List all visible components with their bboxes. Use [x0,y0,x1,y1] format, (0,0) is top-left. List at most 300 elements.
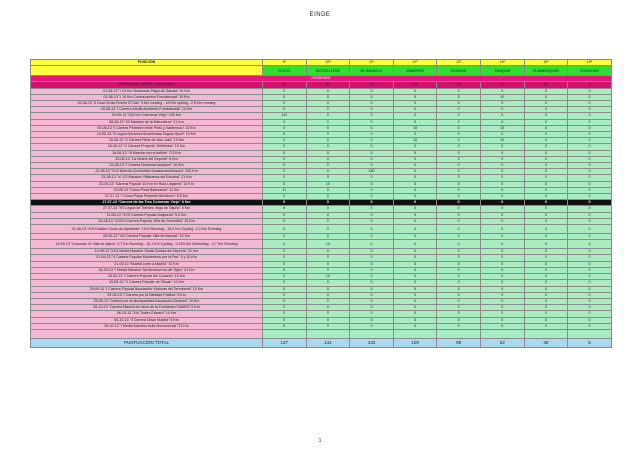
race-points: 0 [263,138,307,144]
race-points: 0 [437,144,481,150]
race-points: 0 [263,150,307,156]
race-points: 0 [263,156,307,162]
highlight-race-points: 0 [350,200,394,206]
race-points: 0 [393,113,437,119]
race-points: 0 [350,249,394,255]
total-value: 133 [350,338,394,347]
race-name: 31-08-13 "XXI Duatlon Cross de Alpedrete" 4 Km Running - 16,2 Km Cycling -2,3 Km Running [31,225,263,234]
race-points: 0 [263,305,307,311]
race-name: 21-09-13 "Madrid corre a Madrid" 10 Km [31,261,263,267]
race-points: 0 [393,181,437,187]
race-points: 0 [350,261,394,267]
race-points: 0 [306,286,350,292]
race-points: 0 [437,132,481,138]
race-points: 0 [568,234,612,240]
race-points: 0 [524,323,568,329]
race-points: 0 [306,101,350,107]
race-points: 0 [480,156,524,162]
race-points: 0 [306,292,350,298]
blank-cell [263,329,307,338]
race-name: 06-10-13 "I Media Maraton Avila Monumental" 21 Km [31,323,263,329]
race-points: 0 [568,206,612,212]
race-points: 0 [350,274,394,280]
race-points: 0 [568,292,612,298]
race-points: 0 [306,234,350,240]
race-points: 0 [524,125,568,131]
race-points: 0 [393,169,437,175]
race-name: 27-07-13 "XV Legua de Tielmes Vega de Tajuña" 5 Km [31,206,263,212]
team-name: OXIGENO [568,66,612,76]
race-points: 0 [437,125,481,131]
race-points: 0 [524,267,568,273]
race-name: 29-09-13 "I Carrera Popular Asociación Víctimas del Terrorismo" 10 Km [31,286,263,292]
race-points: 0 [480,286,524,292]
race-points: 0 [350,144,394,150]
total-value: 5 [568,338,612,347]
race-points: 0 [437,225,481,234]
race-points: 0 [437,163,481,169]
race-points: 0 [568,212,612,218]
race-points: 0 [306,125,350,131]
race-points: 0 [524,156,568,162]
total-value: 98 [437,338,481,347]
race-points: 0 [524,206,568,212]
race-points: 0 [568,144,612,150]
race-points: 0 [437,107,481,113]
race-name: 23-06-13 "XI 1/2 Maraton Villafranca del Escorial" 21 Km [31,175,263,181]
race-points: 0 [306,298,350,304]
race-points: 0 [437,175,481,181]
total-label: PUNTUACIÓN TOTAL [31,338,263,347]
race-points: 0 [306,255,350,261]
race-name: 25-08-13 "XXXVI Carrera Popular Villa de Cercedilla" 15 Km [31,218,263,224]
race-points: 0 [263,119,307,125]
race-points: 0 [350,286,394,292]
race-points: 0 [393,88,437,94]
blank-cell [437,329,481,338]
race-points: 0 [393,249,437,255]
total-row [31,338,612,347]
race-points: 0 [437,150,481,156]
race-points: 0 [480,144,524,150]
blank-cell [31,329,263,338]
race-points: 180 [350,169,394,175]
race-points: 0 [524,249,568,255]
race-points: 0 [480,113,524,119]
race-points: 0 [393,274,437,280]
race-points: 0 [393,323,437,329]
team-name: BOTELLITAS [306,66,350,76]
race-points: 0 [480,187,524,193]
race-points: 0 [480,181,524,187]
race-points: 0 [480,267,524,273]
race-points: 0 [480,101,524,107]
blank-cell [306,329,350,338]
race-points: 0 [263,175,307,181]
race-points: 0 [306,150,350,156]
subheader-value: 64 [306,82,350,88]
race-points: 0 [524,138,568,144]
race-points: 0 [437,194,481,200]
race-points: 0 [393,292,437,298]
race-points: 0 [350,240,394,249]
race-points: 0 [524,187,568,193]
race-name: 29-09-13 "Carrera por la discapacidad Asociación Dedines" 10 Km [31,298,263,304]
subheader-value: 17 [480,82,524,88]
race-points: 0 [263,163,307,169]
race-points: 0 [437,286,481,292]
race-points: 0 [393,194,437,200]
race-points: 0 [437,305,481,311]
race-name: 11-08-13 "XXX Carrera Popular Alalpardo" 5,5 Km [31,212,263,218]
race-name: 14-09-13 "XXX Media Maraton Santa Ciudad del Deporte" 21 Km [31,249,263,255]
subheader-value: 60 [524,82,568,88]
race-points: 0 [480,323,524,329]
race-points: 0 [480,274,524,280]
race-points: 0 [306,169,350,175]
race-points: 0 [306,225,350,234]
race-name: 28-09-13 "I Carrera Popular del Corazón" 10 Km [31,274,263,280]
section-label: ORIGENES [31,76,612,82]
position-cell: 16º [568,60,612,66]
race-points: 0 [480,169,524,175]
race-points: 0 [568,298,612,304]
highlight-race-points: 0 [306,200,350,206]
race-points: 0 [393,212,437,218]
race-points: 0 [437,317,481,323]
race-points: 0 [524,311,568,317]
race-points: 0 [350,212,394,218]
race-points: 0 [524,150,568,156]
race-name: 29-09-13 "I Carrera por la Sanidad Pública" 5 Km [31,292,263,298]
race-points: 0 [524,144,568,150]
race-name: 09-06-13 "100 Km Colmenar Viejo" 100 Km [31,113,263,119]
race-points: 0 [437,218,481,224]
race-points: 0 [480,88,524,94]
team-name: EL ABUELO [350,66,394,76]
race-points: 0 [263,274,307,280]
race-points: 0 [393,298,437,304]
race-points: 0 [568,175,612,181]
race-points: 0 [437,267,481,273]
race-points: 0 [480,255,524,261]
race-points: 10 [306,181,350,187]
race-points: 0 [306,267,350,273]
race-points: 2 [437,156,481,162]
race-points: 0 [568,101,612,107]
race-points: 5 [263,206,307,212]
race-points: 0 [437,311,481,317]
race-points: 10 [393,138,437,144]
race-points: 0 [306,280,350,286]
race-points: 0 [480,212,524,218]
race-points: 0 [480,292,524,298]
race-name: 27-07-13 "I Cross Playa Poniente Benidorm" 5,8 Km [31,194,263,200]
race-points: 0 [350,119,394,125]
race-points: 0 [393,107,437,113]
race-points: 0 [480,163,524,169]
race-points: 0 [568,280,612,286]
race-points: 0 [480,119,524,125]
team-name: GOIRAS [437,66,481,76]
team-name: TANQUE [480,66,524,76]
race-points: 0 [263,323,307,329]
race-points: 0 [306,119,350,125]
race-points: 0 [393,94,437,100]
race-points: 0 [568,286,612,292]
race-points: 0 [350,132,394,138]
race-name: 08-06-13 "I/2 Maratón de la Naturaleza" 21 Km [31,119,263,125]
race-points: 0 [568,267,612,273]
race-points: 0 [568,132,612,138]
highlight-race-points: 0 [524,200,568,206]
race-points: 0 [263,125,307,131]
race-points: 0 [568,88,612,94]
subheader-value: 56 [437,82,481,88]
race-points: 0 [437,298,481,304]
race-name: 01-06-13 "I 10 Km Nocturnos Playa de Gandia" 10 Km [31,88,263,94]
race-name: 22-06-13 "XXII Marcha Cicloturista Guadarrameñossos" 200 Km [31,169,263,175]
highlight-race-points: 0 [393,200,437,206]
race-points: 0 [568,125,612,131]
race-points: 0 [306,194,350,200]
race-points: 0 [437,94,481,100]
race-points: 0 [524,286,568,292]
race-points: 0 [306,94,350,100]
race-points: 11 [263,187,307,193]
race-points: 0 [568,194,612,200]
race-points: 0 [480,305,524,311]
race-points: 0 [263,286,307,292]
race-points: 0 [524,292,568,298]
race-points: 0 [393,305,437,311]
race-points: 0 [568,225,612,234]
race-points: 0 [306,212,350,218]
race-points: 0 [263,94,307,100]
race-points: 0 [480,261,524,267]
race-points: 0 [437,280,481,286]
race-points: 0 [393,156,437,162]
race-points: 0 [480,311,524,317]
race-name: 06-10-13 "XVI Trofeo Edward" 10 Km [31,311,263,317]
blank-cell [524,329,568,338]
race-points: 0 [350,234,394,240]
position-cell: 15º [524,60,568,66]
race-points: 0 [306,249,350,255]
team-name: FLAMENQUIN [524,66,568,76]
race-points: 0 [350,280,394,286]
race-points: 0 [437,255,481,261]
race-name: 23-06-13 "Carrera Popular 10 Km en Ruta Leganés" 10 Km [31,181,263,187]
race-points: 0 [263,240,307,249]
race-points: 0 [524,132,568,138]
race-points: 0 [437,187,481,193]
race-points: 10 [480,94,524,100]
race-points: 0 [524,255,568,261]
race-points: 0 [393,267,437,273]
race-points: 0 [350,298,394,304]
race-points: 0 [437,323,481,329]
race-points: 0 [306,187,350,193]
race-points: 0 [306,88,350,94]
race-points: 0 [350,113,394,119]
race-points: 0 [263,194,307,200]
race-points: 0 [480,298,524,304]
race-points: 0 [393,132,437,138]
race-points: 0 [568,305,612,311]
race-points: 0 [568,163,612,169]
race-name: 16-06-13 "III Marcha con el estirón" 2,5 Km [31,150,263,156]
race-points: 0 [393,280,437,286]
blank-cell [350,329,394,338]
race-points: 0 [350,138,394,144]
highlight-race-points: 0 [480,200,524,206]
race-points: 0 [306,138,350,144]
race-points: 0 [350,163,394,169]
race-points: 0 [263,317,307,323]
race-row [31,225,612,234]
race-points: 0 [263,169,307,175]
race-name: 29-09-13 "V Carrera Popular de Tetuán" 10 Km [31,280,263,286]
race-points: 0 [263,132,307,138]
standings-sheet [30,59,611,348]
race-name: 21-09-13 "V Carrera Popular Movimiento por la Paz" 5 y 10 Km [31,255,263,261]
race-points: 0 [306,218,350,224]
race-points: 0 [263,292,307,298]
total-value: 109 [393,338,437,347]
race-points: 0 [480,280,524,286]
subheader-value: 0 [568,82,612,88]
race-points: 0 [350,107,394,113]
race-points: 0 [350,194,394,200]
race-points: 0 [524,169,568,175]
race-points: 0 [263,261,307,267]
race-points: 0 [480,194,524,200]
race-points: 0 [524,212,568,218]
race-points: 0 [263,218,307,224]
total-value: 46 [524,338,568,347]
race-points: 15 [393,125,437,131]
race-name: 06-10-13 "II Carrera Down Madrid" 6 Km [31,317,263,323]
race-points: 0 [350,225,394,234]
race-points: 0 [350,125,394,131]
race-points: 0 [437,274,481,280]
race-points: 0 [568,156,612,162]
race-points: 0 [350,292,394,298]
race-points: 0 [393,119,437,125]
race-points: 0 [393,150,437,156]
race-points: 0 [568,317,612,323]
race-points: 0 [393,225,437,234]
race-points: 0 [350,187,394,193]
race-points: 0 [393,144,437,150]
race-name: 02-06-13 "II Dual Cross Fuente El Saz" 5 Km running - 16 Km cycling - 2,5 Km running [31,101,263,107]
race-points: 0 [524,88,568,94]
race-points: 0 [393,286,437,292]
subheader-label: CARRERAS ENERO - MAYO 2013 [31,82,263,88]
race-points: 0 [306,156,350,162]
race-points: 10 [306,274,350,280]
race-points: 0 [263,144,307,150]
race-name: 22-06-13 "I Carrera Nocturna Aranjuez" 10 Km [31,163,263,169]
race-points: 0 [350,88,394,94]
race-points: 0 [568,187,612,193]
position-cell: 10º [306,60,350,66]
race-points: 0 [568,119,612,125]
race-points: 0 [524,107,568,113]
race-points: 0 [350,311,394,317]
subheader-value: 64 [393,82,437,88]
race-points: 0 [568,255,612,261]
race-points: 0 [263,101,307,107]
race-points: 0 [263,267,307,273]
race-name: 09-06-13 "I Carrera Media Ambiente Fuenlabrada" 10 Km [31,107,263,113]
race-points: 0 [524,274,568,280]
race-name: 28-09-13 "I Media Maraton Semimonturma del Tajeo" 21 Km [31,267,263,273]
race-points: 0 [524,298,568,304]
race-points: 0 [568,323,612,329]
race-points: 0 [524,94,568,100]
race-points: 0 [306,261,350,267]
highlight-race-points: 0 [568,200,612,206]
race-points: 0 [480,206,524,212]
race-points: 10 [306,240,350,249]
race-points: 0 [480,225,524,234]
race-points: 0 [263,88,307,94]
race-points: 0 [393,234,437,240]
race-points: 0 [568,181,612,187]
race-points: 0 [263,280,307,286]
race-points: 0 [480,234,524,240]
race-points: 0 [437,138,481,144]
race-points: 0 [350,156,394,162]
race-points: 0 [350,150,394,156]
race-points: 0 [393,240,437,249]
race-points: 0 [350,305,394,311]
race-points: 0 [306,144,350,150]
race-points: 0 [524,181,568,187]
race-points: 0 [306,305,350,311]
race-points: 0 [568,249,612,255]
race-points: 10 [480,138,524,144]
race-points: 0 [524,218,568,224]
race-points: 0 [306,311,350,317]
race-points: 0 [393,101,437,107]
race-points: 0 [524,280,568,286]
race-points: 0 [350,101,394,107]
race-points: 0 [568,138,612,144]
race-points: 0 [350,323,394,329]
race-points: 0 [437,261,481,267]
race-points: 0 [437,88,481,94]
position-cell: 13º [437,60,481,66]
race-points: 0 [306,317,350,323]
race-points: 0 [480,132,524,138]
race-points: 0 [524,119,568,125]
race-points: 0 [350,175,394,181]
total-value: 144 [306,338,350,347]
race-points: 0 [568,240,612,249]
race-points: 0 [350,267,394,273]
race-name: 14-06-13 "II Legua Nocturna Alcobendas Zagros Sport" 10 Km [31,132,263,138]
position-cell: 12º [393,60,437,66]
race-points: 0 [437,113,481,119]
team-name: CUCO [263,66,307,76]
race-name: 01-06-13 "I 10 Km Contracarrera Fuenlabrada" 10 Km [31,94,263,100]
race-points: 0 [263,255,307,261]
race-name: 20-06-13 "La Noche del Deporte" 8 Km [31,156,263,162]
race-name: 16-06-13 "V Carrera Proyecto Telefónica" 10 Km [31,144,263,150]
